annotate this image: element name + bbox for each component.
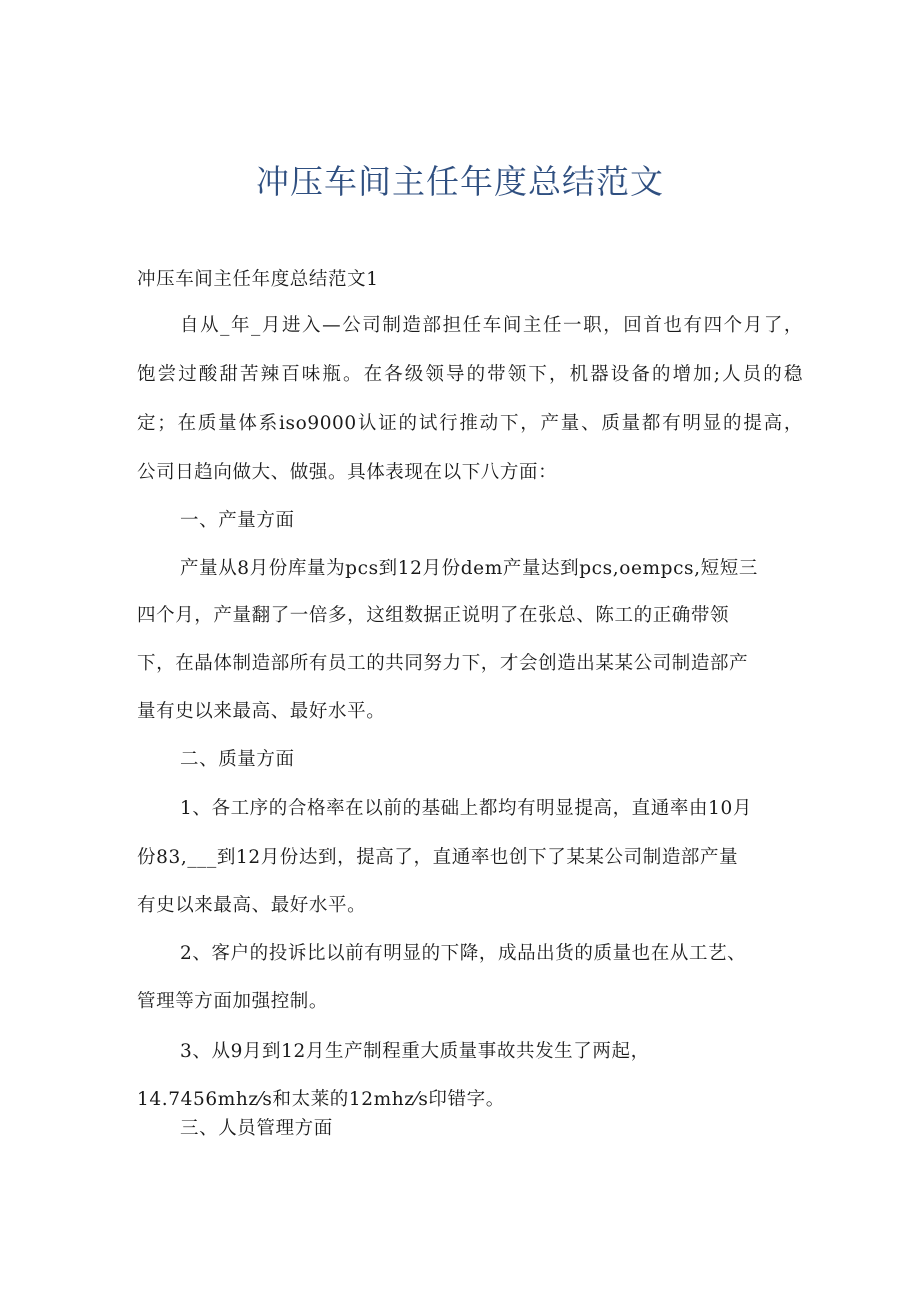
section-heading: 三、人员管理方面 [180,1118,333,1139]
paragraph-line: 饱尝过酸甜苦辣百味瓶。在各级领导的带领下，机器设备的增加;人员的稳 [137,364,803,385]
paragraph-line: 产量从8月份库量为pcs到12月份dem产量达到pcs,oempcs,短短三 [180,558,758,579]
section-heading: 一、产量方面 [180,510,295,531]
paragraph-line: 2、客户的投诉比以前有明显的下降，成品出货的质量也在从工艺、 [180,943,747,964]
section-subtitle: 冲压车间主任年度总结范文1 [137,269,379,290]
paragraph-line: 份83,___到12月份达到，提高了，直通率也创下了某某公司制造部产量 [137,847,739,868]
paragraph-line: 定；在质量体系iso9000认证的试行推动下，产量、质量都有明显的提高， [137,413,803,434]
paragraph-line: 管理等方面加强控制。 [137,991,329,1012]
paragraph-line: 自从_年_月进入—公司制造部担任车间主任一职，回首也有四个月了， [180,315,803,336]
paragraph-line: 14.7456mhz⁄s和太莱的12mhz⁄s印错字。 [137,1089,505,1110]
paragraph-line: 公司日趋向做大、做强。具体表现在以下八方面： [137,462,558,483]
paragraph-line: 四个月，产量翻了一倍多，这组数据正说明了在张总、陈工的正确带领 [137,605,730,626]
paragraph-line: 3、从9月到12月生产制程重大质量事故共发生了两起， [180,1041,650,1062]
paragraph-line: 1、各工序的合格率在以前的基础上都均有明显提高，直通率由10月 [180,798,752,819]
paragraph-line: 有史以来最高、最好水平。 [137,895,367,916]
document-title: 冲压车间主任年度总结范文 [256,162,664,201]
paragraph-line: 下，在晶体制造部所有员工的共同努力下，才会创造出某某公司制造部产 [137,653,749,674]
section-heading: 二、质量方面 [180,749,295,770]
paragraph-line: 量有史以来最高、最好水平。 [137,701,386,722]
